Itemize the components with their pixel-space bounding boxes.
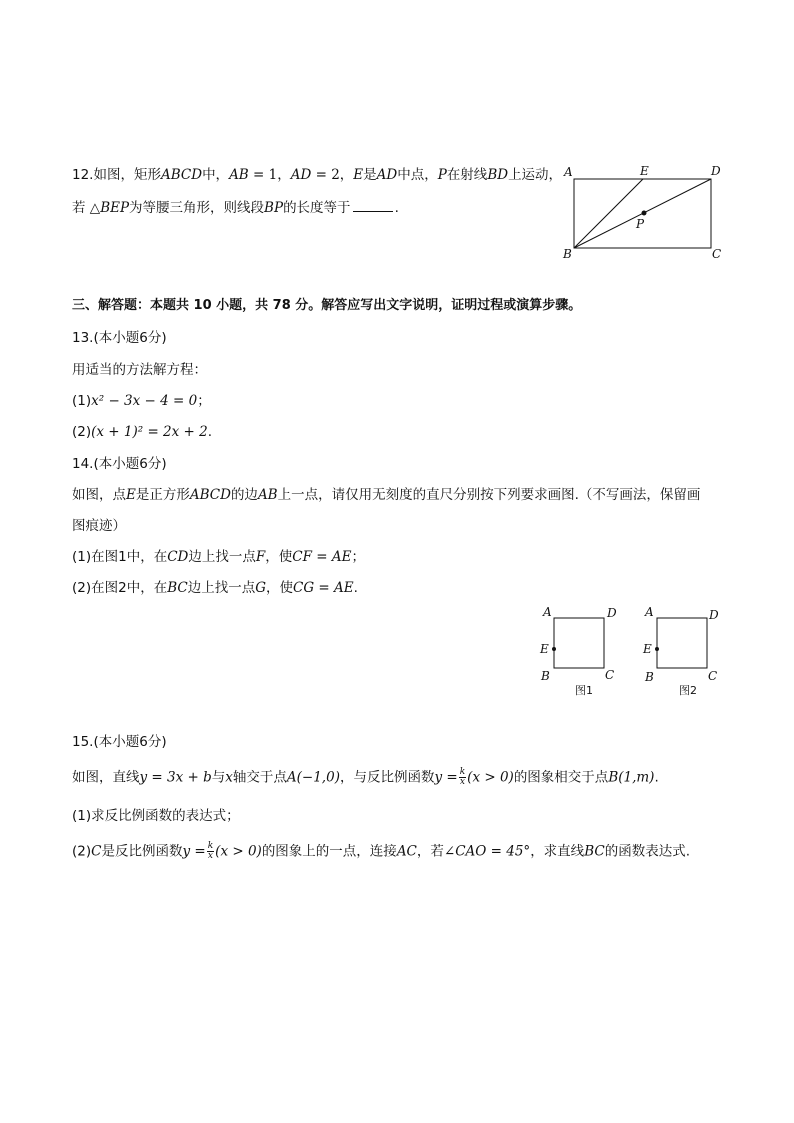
q15-part2: (2)C是反比例函数y = $\frac{k}{x}$ (x > 0)的图象上的一点，连接AC，若∠CAO = 45°，求直线BC的函数表达式.	[72, 841, 690, 861]
fig2-label-d: D	[709, 608, 719, 622]
label-p: P	[636, 217, 645, 231]
q14-figure-1	[536, 603, 626, 698]
q12-rectangle-figure	[560, 162, 750, 267]
q14-line2: 图痕迹）	[72, 518, 126, 534]
segment-be	[574, 179, 643, 248]
q14-figure-2	[638, 603, 728, 698]
fig1-label-e: E	[540, 642, 549, 656]
q13-part1: (1)x² − 3x − 4 = 0；	[72, 393, 211, 409]
q15-title: 15.(本小题6分)	[72, 734, 167, 750]
answer-blank	[353, 198, 393, 212]
q13-part2: (2)(x + 1)² = 2x + 2.	[72, 424, 213, 440]
q13-intro: 用适当的方法解方程：	[72, 362, 207, 378]
square-abcd-fig1	[554, 618, 604, 668]
fig1-label-a: A	[543, 605, 552, 619]
label-e: E	[640, 164, 649, 178]
fig1-label-d: D	[607, 606, 617, 620]
fraction-k-over-x-2: $\frac{k}{x}$	[207, 841, 214, 861]
q14-part1: (1)在图1中，在CD边上找一点F，使CF = AE；	[72, 549, 365, 565]
q14-title: 14.(本小题6分)	[72, 456, 167, 472]
q12-line1: 12.如图，矩形ABCD中，AB = 1，AD = 2，E是AD中点，P在射线BD上运动，	[72, 167, 563, 183]
q14-line1: 如图，点E是正方形ABCD的边AB上一点，请仅用无刻度的直尺分别按下列要求画图.（不写画法，保留画	[72, 487, 701, 503]
point-p	[642, 211, 647, 216]
q13-title: 13.(本小题6分)	[72, 330, 167, 346]
section-3-heading: 三、解答题：本题共 10 小题，共 78 分。解答应写出文字说明，证明过程或演算步骤。	[72, 298, 582, 313]
fig2-label-a: A	[645, 605, 654, 619]
fig1-caption: 图1	[575, 684, 593, 697]
fig2-label-c: C	[708, 669, 718, 683]
fig2-label-e: E	[643, 642, 652, 656]
fig2-label-b: B	[645, 670, 654, 684]
q15-part1: (1)求反比例函数的表达式；	[72, 808, 240, 824]
q12-line2: 若 △BEP为等腰三角形，则线段BP的长度等于 .	[72, 200, 399, 216]
q15-line1: 如图，直线y = 3x + b与x轴交于点A(−1,0)，与反比例函数y = $\frac{k}{x}$ (x > 0)的图象相交于点B(1,m).	[72, 767, 659, 787]
point-e-fig2	[655, 647, 659, 651]
fraction-k-over-x: $\frac{k}{x}$	[459, 767, 466, 787]
fig1-label-b: B	[541, 669, 550, 683]
label-c: C	[712, 247, 722, 261]
label-d: D	[711, 164, 721, 178]
square-abcd-fig2	[657, 618, 707, 668]
q14-part2: (2)在图2中，在BC边上找一点G，使CG = AE.	[72, 580, 358, 596]
label-b: B	[563, 247, 572, 261]
point-e-fig1	[552, 647, 556, 651]
fig2-caption: 图2	[679, 684, 697, 697]
fig1-label-c: C	[605, 668, 615, 682]
label-a: A	[564, 165, 573, 179]
